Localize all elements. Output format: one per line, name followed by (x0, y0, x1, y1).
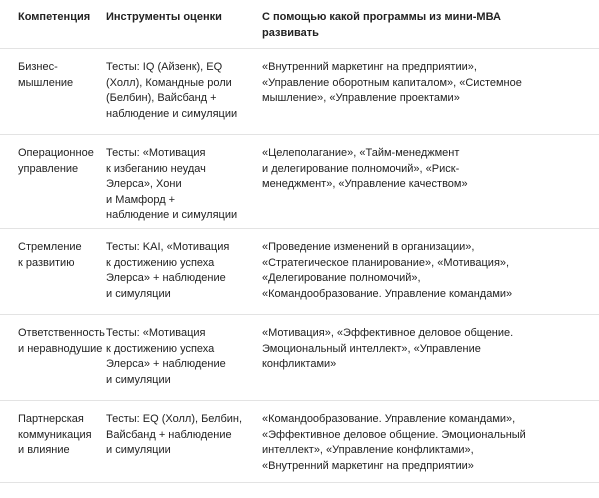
cell-tools: Тесты: «Мотивация к избеганию неудач Элерса», Хони и Мамфорд + наблюдение и симуляции (106, 147, 238, 222)
table-row (0, 315, 599, 401)
header-competence: Компетенция (18, 11, 91, 23)
cell-program: «Внутренний маркетинг на предприятии», «Управление оборотным капиталом», «Системное мышление», «Управление проектами» (262, 61, 522, 105)
cell-program: «Мотивация», «Эффективное деловое общение. Эмоциональный интеллект», «Управление конфликтами» (262, 327, 514, 371)
cell-program: «Целеполагание», «Тайм-менеджмент и делегирование полномочий», «Риск- менеджмент», «Управление качеством» (262, 147, 468, 191)
header-tools: Инструменты оценки (106, 11, 222, 23)
cell-tools: Тесты: «Мотивация к достижению успеха Элерса» + наблюдение и симуляции (106, 327, 226, 386)
header-program: С помощью какой программы из мини-МВА развивать (262, 11, 501, 39)
cell-competence: Бизнес- мышление (18, 61, 74, 89)
cell-tools: Тесты: KAI, «Мотивация к достижению успеха Элерса» + наблюдение и симуляции (106, 241, 230, 300)
cell-tools: Тесты: IQ (Айзенк), EQ (Холл), Командные роли (Белбин), Вайсбанд + наблюдение и симуляции (106, 61, 238, 120)
cell-program: «Проведение изменений в организации», «Стратегическое планирование», «Мотивация», «Делегирование полномочий», «Командообразование. Управление командами» (262, 241, 513, 300)
cell-tools: Тесты: EQ (Холл), Белбин, Вайсбанд + наблюдение и симуляции (106, 413, 243, 457)
table-row (0, 229, 599, 315)
table-header-row (0, 0, 599, 49)
cell-competence: Стремление к развитию (18, 241, 82, 269)
cell-competence: Операционное управление (18, 147, 94, 175)
cell-competence: Партнерская коммуникация и влияние (18, 413, 92, 457)
cell-competence: Ответственность и неравнодушие (18, 327, 105, 355)
cell-program: «Командообразование. Управление командами», «Эффективное деловое общение. Эмоциональный интеллект», «Управление конфликтами», «Внутренний маркетинг на предприятии» (262, 413, 526, 472)
table-row (0, 401, 599, 483)
table-row (0, 49, 599, 135)
table-row (0, 135, 599, 229)
